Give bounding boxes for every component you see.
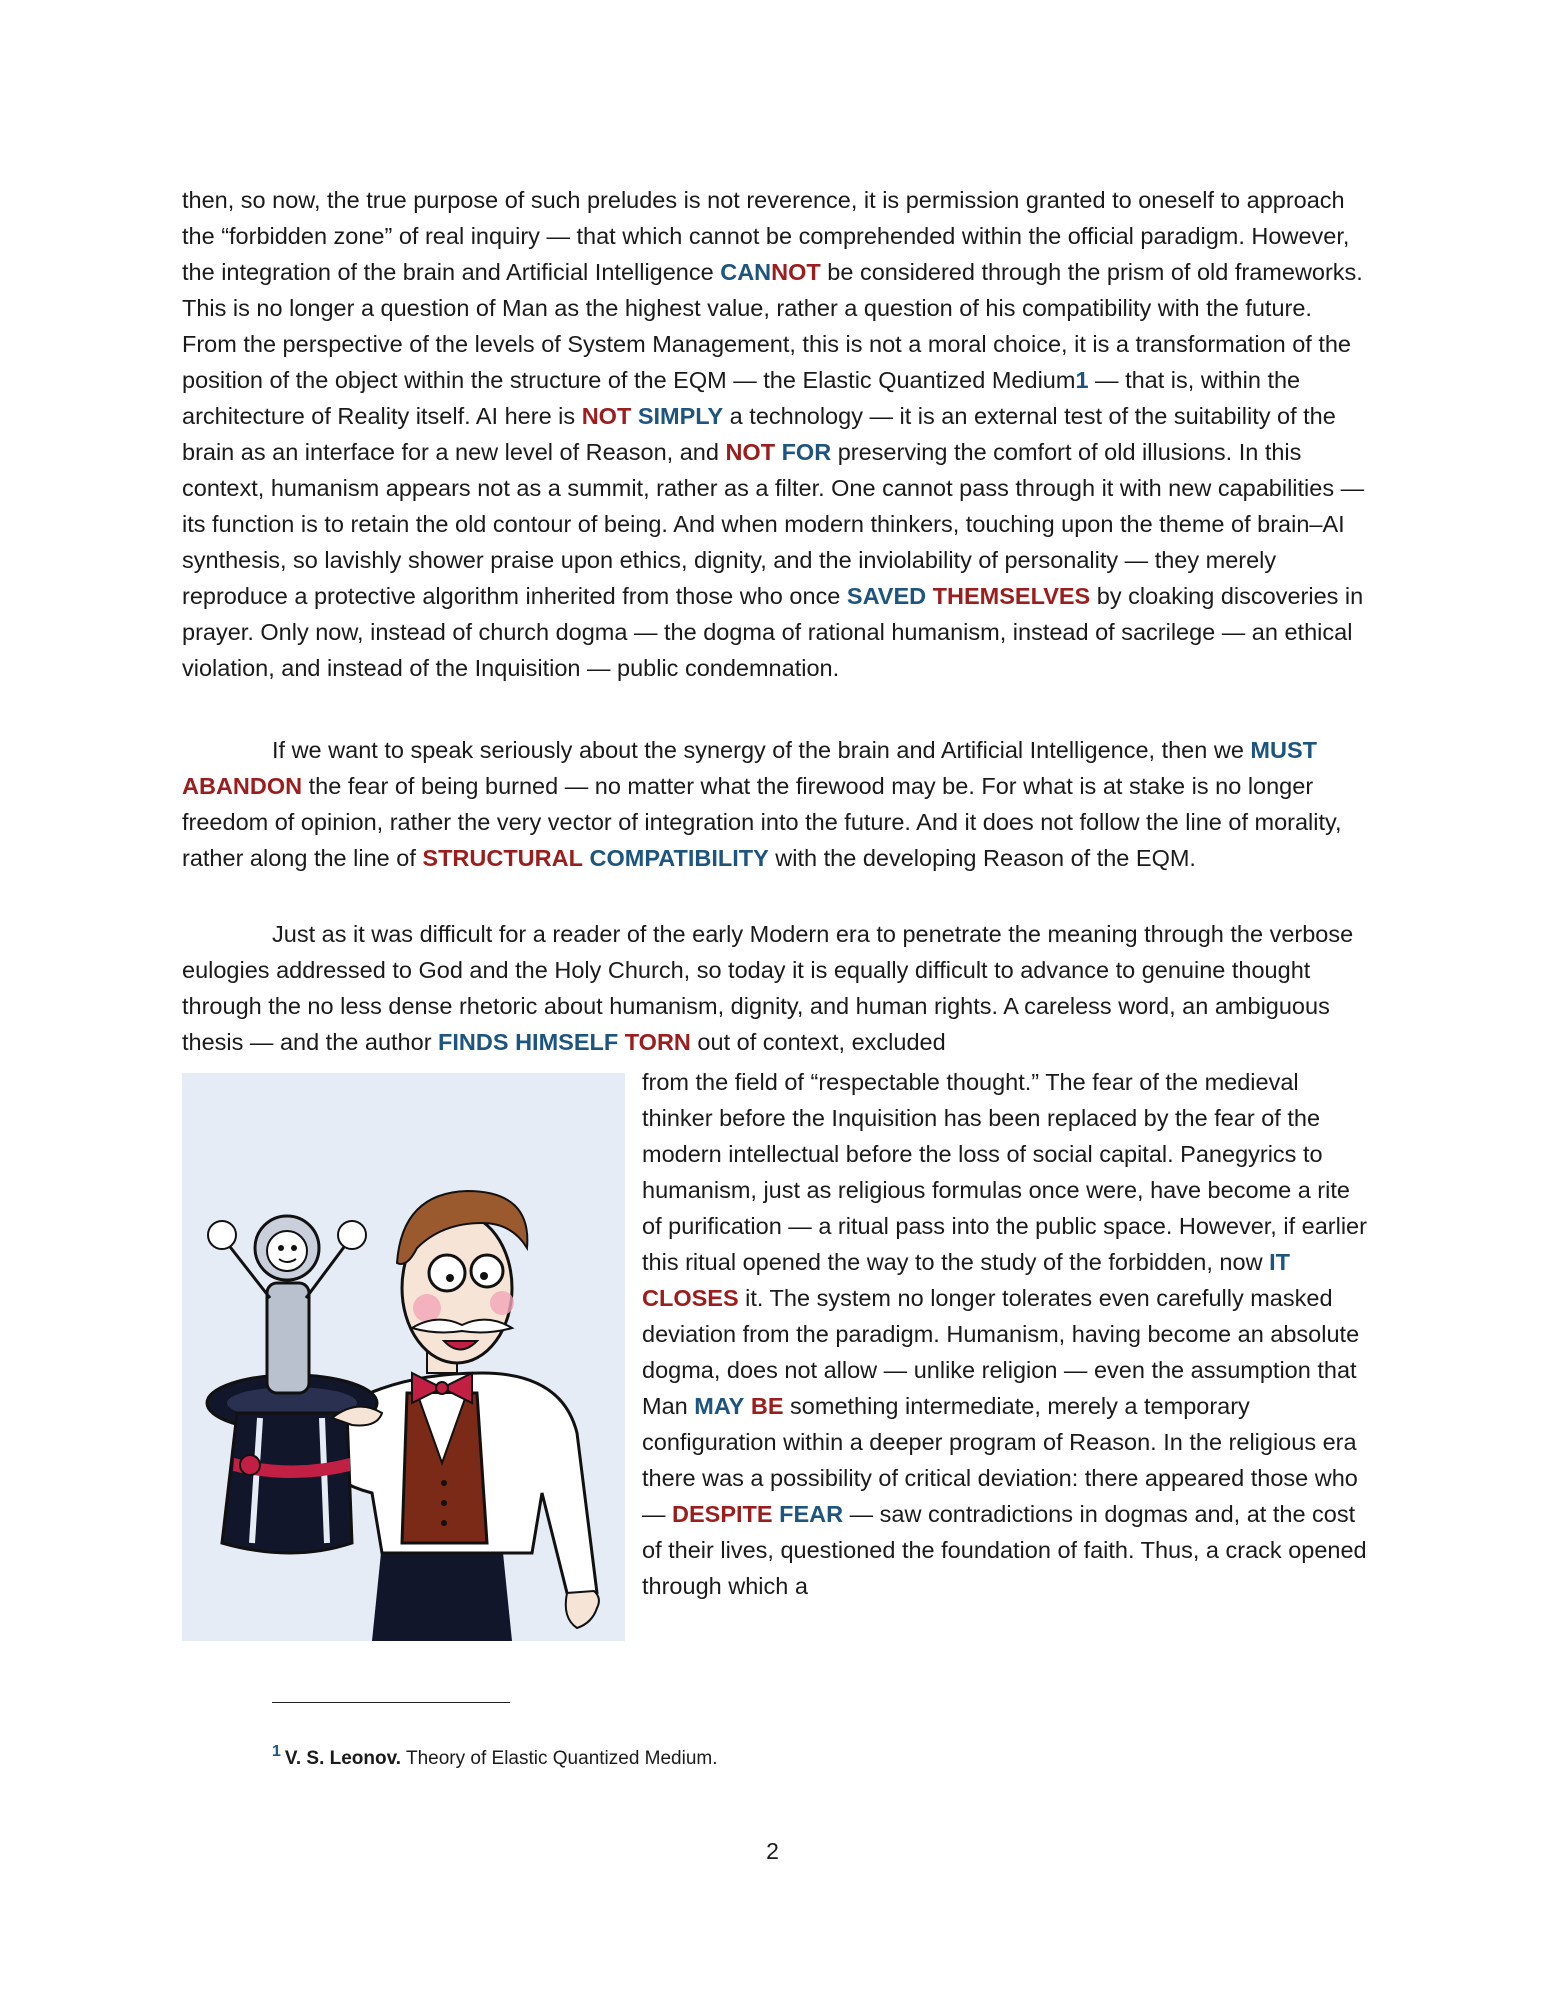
paragraph-1-text-4: a technology — it is an external test of the suitability of the brain as an interface for a new level of Reason, and — [182, 403, 1336, 465]
paragraph-1-text-5: preserving the comfort of old illusions. In this context, humanism appears not as a summit, rather as a filter. One cannot pass through it with new capabilities — its function is to retain the old contour of being. And when modern thinkers, touching upon the theme of brain–AI synthesis, so lavishly shower praise upon ethics, dignity, and the inviolability of personality — they merely reproduce a protective algorithm inherited from those who once — [182, 439, 1365, 609]
paragraph-2-text-2: the fear of being burned — no matter what the firewood may be. For what is at stake is no longer freedom of opinion, rather the very vector of integration into the future. And it does not follow the line of morality, rather along the line of — [182, 773, 1342, 871]
keyword-saved: SAVED — [846, 583, 927, 609]
paragraph-1-text-1: then, so now, the true purpose of such preludes is not reverence, it is permission granted to oneself to approach the “forbidden zone” of real inquiry — that which cannot be comprehended within the official paradigm. However, the integration of the brain and Artificial Intelligence — [182, 187, 1350, 285]
paragraph-1-text-2: be considered through the prism of old frameworks. This is no longer a question of Man as the highest value, rather a question of his compatibility with the future. From the perspective of the levels of System Management, this is not a moral choice, it is a transformation of the position of the object within the structure of the EQM — the Elastic Quantized Medium — [182, 259, 1363, 393]
paragraph-4-text-1: from the field of “respectable thought.” The fear of the medieval thinker before the Inquisition has been replaced by the fear of the modern intellectual before the loss of social capital. Panegyrics to humanism, just as religious formulas once were, have become a rite of purification — a ritual pass into the public space. However, if earlier this ritual opened the way to the study of the forbidden, now — [642, 1069, 1367, 1275]
footnote — [272, 1743, 718, 1773]
magician-drawing — [182, 1073, 625, 1641]
paragraph-2-text-1: If we want to speak seriously about the synergy of the brain and Artificial Intelligence, then we — [272, 737, 1251, 763]
keyword-must: MUST — [1250, 737, 1317, 763]
paragraph-3-text-1: Just as it was difficult for a reader of the early Modern era to penetrate the meaning through the verbose eulogies addressed to God and the Holy Church, so today it is equally difficult to advance to genuine thought through the no less dense rhetoric about humanism, dignity, and human rights. A careless word, an ambiguous thesis — and the author — [182, 921, 1354, 1055]
paragraph-1 — [182, 182, 1367, 686]
keyword-compatibility: COMPATIBILITY — [589, 845, 769, 871]
paragraph-4-text-3: something intermediate, merely a temporary configuration within a deeper program of Reason. In the religious era there was a possibility of critical deviation: there appeared those who — — [642, 1393, 1358, 1527]
keyword-not-for-2: FOR — [781, 439, 832, 465]
keyword-not-for-1: NOT — [725, 439, 776, 465]
keyword-closes: CLOSES — [642, 1285, 739, 1311]
footnote-reference[interactable]: 1 — [1075, 367, 1089, 393]
keyword-can: CAN — [720, 259, 772, 285]
footnote-marker: 1 — [272, 1743, 281, 1760]
magician-illustration — [182, 1073, 625, 1641]
keyword-structural: STRUCTURAL — [422, 845, 583, 871]
paragraph-2 — [182, 732, 1367, 876]
keyword-torn: TORN — [624, 1029, 691, 1055]
paragraph-4 — [642, 1064, 1372, 1604]
keyword-may: MAY — [694, 1393, 745, 1419]
paragraph-1-text-6: by cloaking discoveries in prayer. Only now, instead of church dogma — the dogma of rational humanism, instead of sacrilege — an ethical violation, and instead of the Inquisition — public condemnation. — [182, 583, 1364, 681]
keyword-abandon: ABANDON — [182, 773, 303, 799]
keyword-not: NOT — [771, 259, 821, 285]
keyword-be: BE — [750, 1393, 784, 1419]
keyword-it: IT — [1269, 1249, 1290, 1275]
keyword-not-simply-1: NOT — [581, 403, 632, 429]
footnote-divider — [272, 1702, 510, 1703]
keyword-despite: DESPITE — [672, 1501, 773, 1527]
paragraph-2-text-3: with the developing Reason of the EQM. — [768, 845, 1196, 871]
paragraph-3-text-2: out of context, excluded — [690, 1029, 946, 1055]
paragraph-1-text-3: — that is, within the architecture of Reality itself. AI here is — [182, 367, 1301, 429]
keyword-finds-himself: FINDS HIMSELF — [438, 1029, 619, 1055]
keyword-themselves: THEMSELVES — [932, 583, 1091, 609]
footnote-author: V. S. Leonov. — [284, 1748, 402, 1769]
keyword-not-simply-2: SIMPLY — [637, 403, 724, 429]
paragraph-3 — [182, 916, 1367, 1060]
footnote-title: Theory of Elastic Quantized Medium. — [401, 1748, 718, 1769]
paragraph-4-text-4: — saw contradictions in dogmas and, at the cost of their lives, questioned the foundation of faith. Thus, a crack opened through which a — [642, 1501, 1367, 1599]
paragraph-4-text-2: it. The system no longer tolerates even carefully masked deviation from the paradigm. Humanism, having become an absolute dogma, does not allow — unlike religion — even the assumption that Man — [642, 1285, 1360, 1419]
keyword-fear: FEAR — [779, 1501, 844, 1527]
page-number: 2 — [766, 1838, 779, 1864]
